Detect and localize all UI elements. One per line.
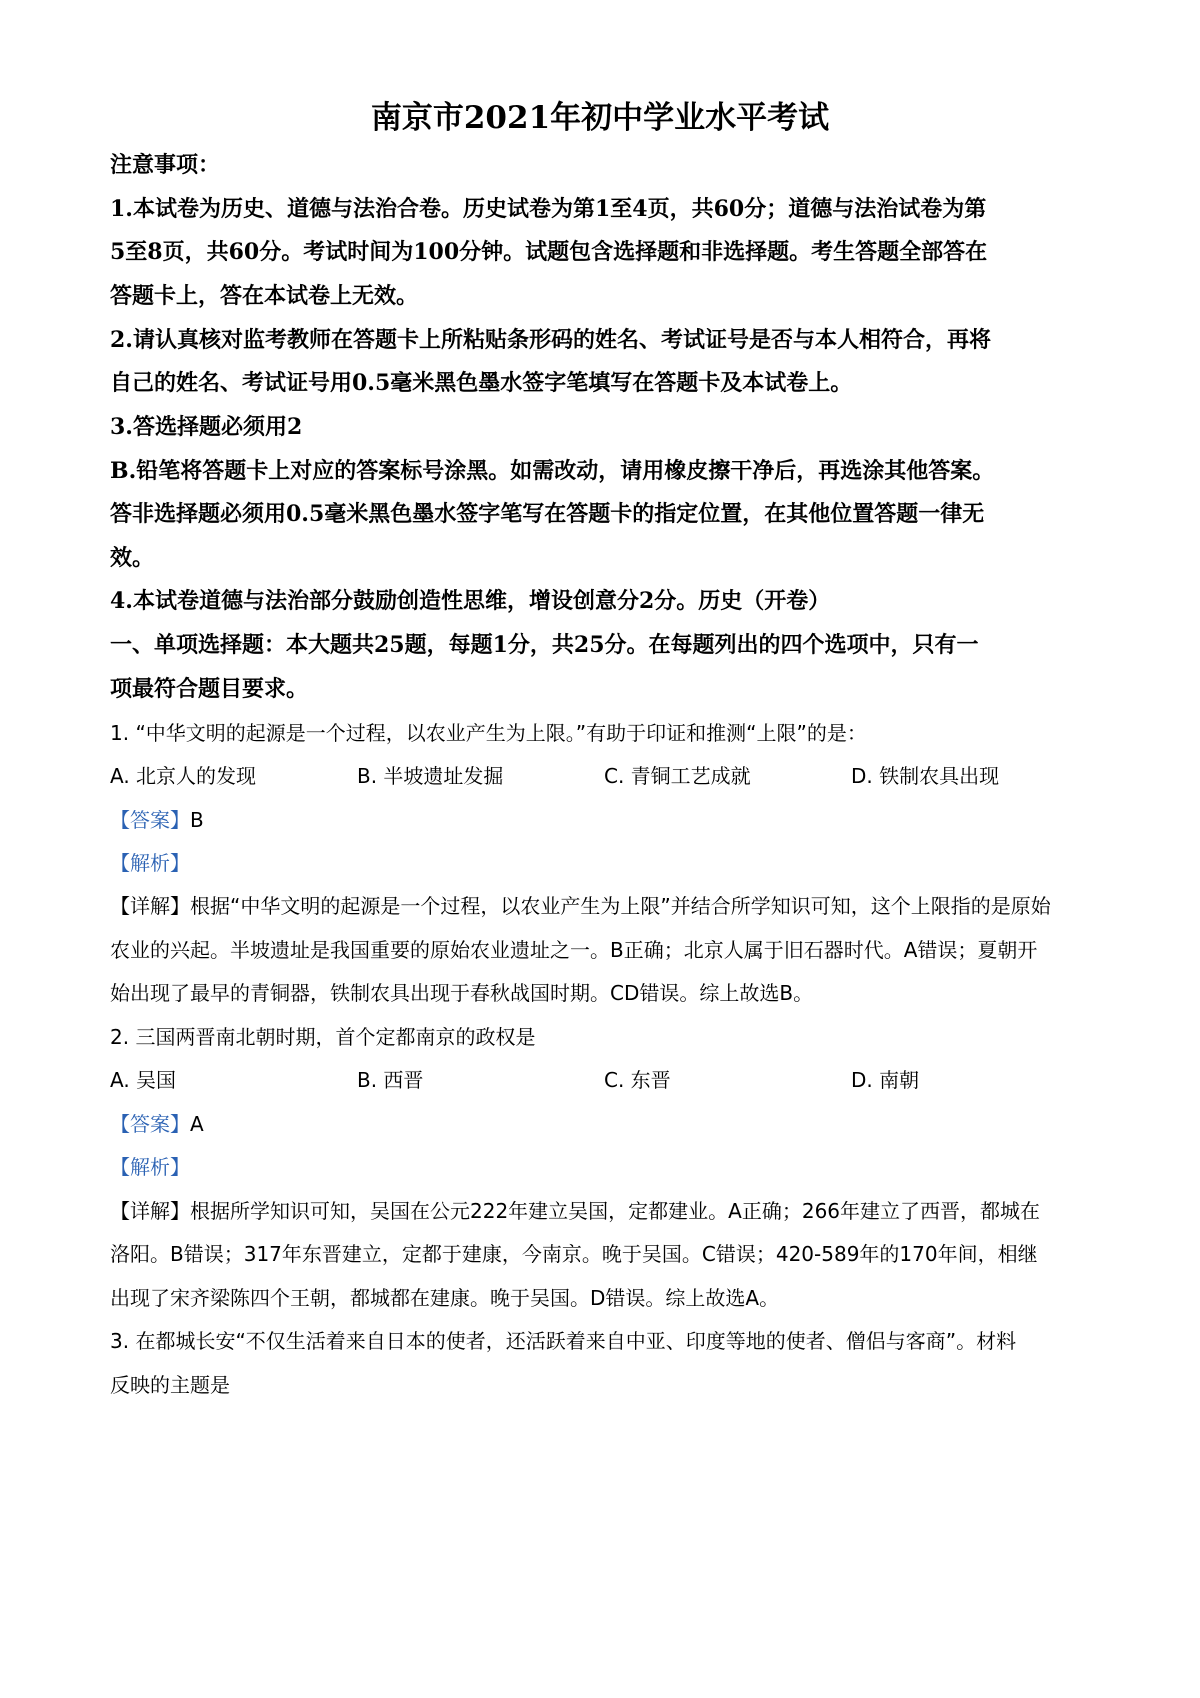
question-2-detail-line-1 xyxy=(110,1195,1100,1227)
question-1-detail-line-1 xyxy=(110,890,1100,922)
notice-item-4-line-1: 4.本试卷道德与法治部分鼓励创造性思维，增设创意分2分。历史（开卷） xyxy=(110,588,831,614)
notice-item-3-line-2: B.铅笔将答题卡上对应的答案标号涂黑。如需改动，请用橡皮擦干净后，再选涂其他答案。 xyxy=(110,458,995,484)
notice-item-3-line-3: 答非选择题必须用0.5毫米黑色墨水签字笔写在答题卡的指定位置，在其他位置答题一律无 xyxy=(110,501,985,527)
answer-tag: 【答案】 xyxy=(110,1112,190,1136)
question-2-option-c: C. 东晋 xyxy=(604,1068,671,1092)
question-1-option-a: A. 北京人的发现 xyxy=(110,764,257,788)
question-1-detail-line-2: 农业的兴起。半坡遗址是我国重要的原始农业遗址之一。B正确；北京人属于旧石器时代。A错误；夏朝开 xyxy=(110,938,1038,962)
answer-value: A xyxy=(190,1112,204,1136)
notice-item-3-line-4: 效。 xyxy=(110,545,155,571)
question-2-stem: 2. 三国两晋南北朝时期，首个定都南京的政权是 xyxy=(110,1025,536,1049)
detail-text: 根据所学知识可知，吴国在公元222年建立吴国，定都建业。A正确；266年建立了西晋，都城在 xyxy=(190,1199,1041,1223)
question-2-analysis-tag xyxy=(110,1151,1100,1183)
notice-item-1-line-2: 5至8页，共60分。考试时间为100分钟。试题包含选择题和非选择题。考生答题全部答在 xyxy=(110,239,988,265)
question-1-options xyxy=(110,760,1100,792)
question-1-detail-line-3: 始出现了最早的青铜器，铁制农具出现于春秋战国时期。CD错误。综上故选B。 xyxy=(110,981,814,1005)
question-1-option-b: B. 半坡遗址发掘 xyxy=(357,764,504,788)
answer-tag: 【答案】 xyxy=(110,808,190,832)
question-3-stem-line-2: 反映的主题是 xyxy=(110,1373,230,1397)
question-1-stem: 1. “中华文明的起源是一个过程，以农业产生为上限。”有助于印证和推测“上限”的是： xyxy=(110,721,867,745)
page-title: 南京市2021年初中学业水平考试 xyxy=(370,100,830,136)
question-2-answer xyxy=(110,1108,1100,1140)
detail-tag: 【详解】 xyxy=(110,894,190,918)
analysis-tag: 【解析】 xyxy=(110,1155,190,1179)
question-2-detail-line-3: 出现了宋齐梁陈四个王朝，都城都在建康。晚于吴国。D错误。综上故选A。 xyxy=(110,1286,780,1310)
question-1-analysis-tag xyxy=(110,847,1100,879)
section-heading-line-2: 项最符合题目要求。 xyxy=(110,676,309,702)
question-2-option-a: A. 吴国 xyxy=(110,1068,177,1092)
notice-item-2-line-1: 2.请认真核对监考教师在答题卡上所粘贴条形码的姓名、考试证号是否与本人相符合，再将 xyxy=(110,327,991,353)
notice-item-3-line-1: 3.答选择题必须用2 xyxy=(110,414,303,440)
detail-text: 根据“中华文明的起源是一个过程，以农业产生为上限”并结合所学知识可知，这个上限指的是原始 xyxy=(190,894,1051,918)
question-3-stem-line-1: 3. 在都城长安“不仅生活着来自日本的使者，还活跃着来自中亚、印度等地的使者、僧侣与客商”。材料 xyxy=(110,1329,1017,1353)
notice-item-2-line-2: 自己的姓名、考试证号用0.5毫米黑色墨水签字笔填写在答题卡及本试卷上。 xyxy=(110,370,853,396)
question-1-option-c: C. 青铜工艺成就 xyxy=(604,764,751,788)
section-heading-line-1: 一、单项选择题：本大题共25题，每题1分，共25分。在每题列出的四个选项中，只有一 xyxy=(110,632,979,658)
question-1-answer xyxy=(110,804,1100,836)
question-2-detail-line-2: 洛阳。B错误；317年东晋建立，定都于建康，今南京。晚于吴国。C错误；420-589年的170年间，相继 xyxy=(110,1242,1038,1266)
answer-value: B xyxy=(190,808,204,832)
notice-item-1-line-1: 1.本试卷为历史、道德与法治合卷。历史试卷为第1至4页，共60分；道德与法治试卷为第 xyxy=(110,196,987,222)
notice-item-1-line-3: 答题卡上，答在本试卷上无效。 xyxy=(110,283,419,309)
question-1-option-d: D. 铁制农具出现 xyxy=(851,764,1000,788)
question-2-option-b: B. 西晋 xyxy=(357,1068,424,1092)
notice-heading: 注意事项： xyxy=(110,152,221,178)
question-2-option-d: D. 南朝 xyxy=(851,1068,920,1092)
detail-tag: 【详解】 xyxy=(110,1199,190,1223)
question-2-options xyxy=(110,1064,1100,1096)
analysis-tag: 【解析】 xyxy=(110,851,190,875)
